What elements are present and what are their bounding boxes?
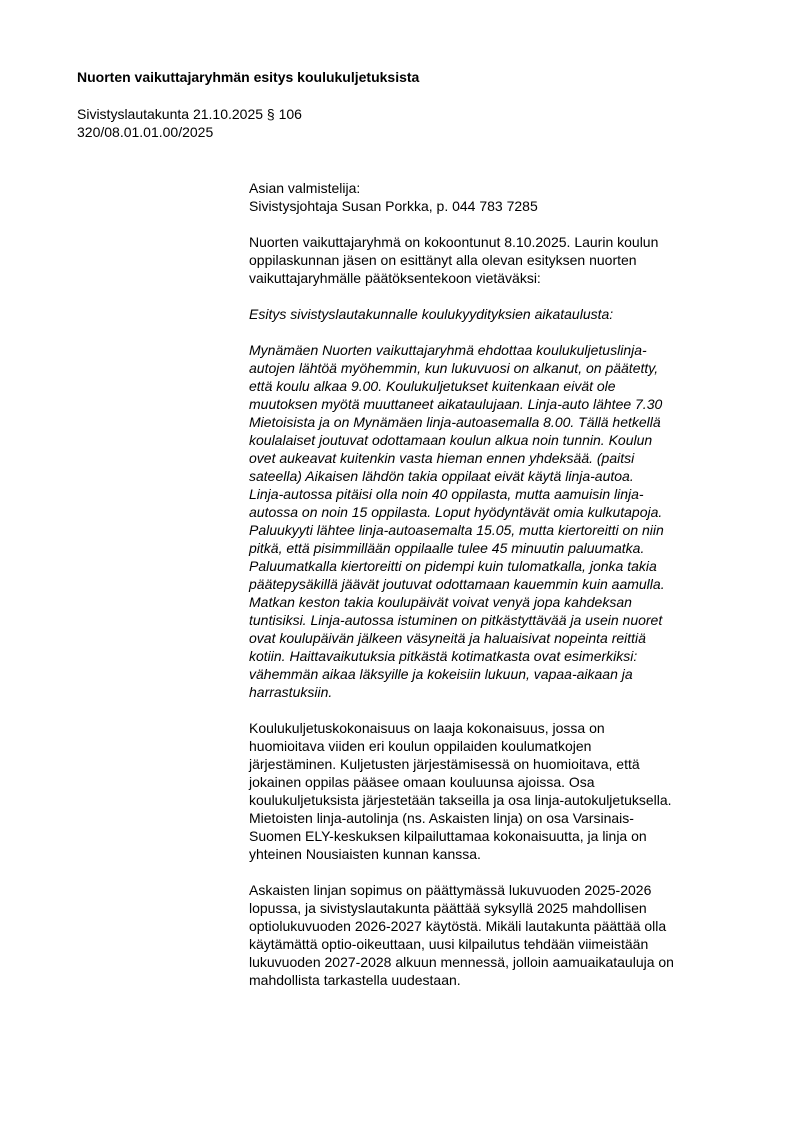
text-line: ovet aukeavat kuitenkin vasta hieman ennen yhdeksää. (paitsi	[249, 450, 635, 466]
text-line: Suomen ELY-keskuksen kilpailuttamaa kokonaisuutta, ja linja on	[249, 828, 647, 844]
text-line: Linja-autossa pitäisi olla noin 40 oppilasta, mutta aamuisin linja-	[249, 486, 644, 502]
text-line: Paluukyyti lähtee linja-autoasemalta 15.05, mutta kiertoreitti on niin	[249, 522, 664, 538]
text-line: Matkan keston takia koulupäivät voivat venyä jopa kahdeksan	[249, 594, 632, 610]
text-line: kotiin. Haittavaikutuksia pitkästä kotimatkasta ovat esimerkiksi:	[249, 648, 638, 664]
transport-paragraph	[249, 719, 739, 863]
text-line: koulalaiset joutuvat odottamaan koulun alkua noin tunnin. Koulun	[249, 432, 653, 448]
text-line: järjestäminen. Kuljetusten järjestämisessä on huomioitava, että	[249, 756, 640, 772]
text-line: Paluumatkalla kiertoreitti on pidempi kuin tulomatkalla, jonka takia	[249, 558, 657, 574]
text-line: lopussa, ja sivistyslautakunta päättää syksyllä 2025 mahdollisen	[249, 900, 647, 916]
text-line: yhteinen Nousiaisten kunnan kanssa.	[249, 846, 481, 862]
text-line: mahdollista tarkastella uudestaan.	[249, 972, 461, 988]
contract-paragraph	[249, 881, 739, 989]
text-line: päätepysäkillä jäävät joutuvat odottamaan kauemmin kuin aamulla.	[249, 576, 665, 592]
text-line: oppilaskunnan jäsen on esittänyt alla olevan esityksen nuorten	[249, 252, 637, 268]
text-line: autojen lähtöä myöhemmin, kun lukuvuosi on alkanut, on päätetty,	[249, 360, 659, 376]
text-line: Koulukuljetuskokonaisuus on laaja kokonaisuus, jossa on	[249, 720, 605, 736]
text-line: vaikuttajaryhmälle päätöksentekoon vietäväksi:	[249, 270, 541, 286]
text-line: ovat koulupäivän jälkeen väsyneitä ja haluaisivat nopeinta reittiä	[249, 630, 646, 646]
text-line: Askaisten linjan sopimus on päättymässä lukuvuoden 2025-2026	[249, 882, 652, 898]
text-line: lukuvuoden 2027-2028 alkuun mennessä, jolloin aamuaikatauluja on	[249, 954, 674, 970]
meeting-reference: Sivistyslautakunta 21.10.2025 § 106	[77, 106, 302, 122]
text-line: jokainen oppilas pääsee omaan kouluunsa ajoissa. Osa	[249, 774, 595, 790]
text-line: huomioitava viiden eri koulun oppilaiden koulumatkojen	[249, 738, 592, 754]
text-line: autossa on noin 15 oppilasta. Loput hyödyntävät omia kulkutapoja.	[249, 504, 663, 520]
text-line: muutoksen myötä muuttaneet aikataulujaan. Linja-auto lähtee 7.30	[249, 396, 663, 412]
preparer-block	[249, 179, 739, 215]
text-line: pitkä, että pisimmillään oppilaalle tulee 45 minuutin paluumatka.	[249, 540, 645, 556]
proposal-title	[249, 305, 739, 323]
text-line: Mietoisten linja-autolinja (ns. Askaisten linja) on osa Varsinais-	[249, 810, 634, 826]
document-title: Nuorten vaikuttajaryhmän esitys koulukuljetuksista	[77, 69, 420, 85]
text-line: optiolukuvuoden 2026-2027 käytöstä. Mikäli lautakunta päättää olla	[249, 918, 667, 934]
proposal-paragraph	[249, 341, 739, 701]
text-line: Nuorten vaikuttajaryhmä on kokoontunut 8.10.2025. Laurin koulun	[249, 234, 659, 250]
text-line: Mietoisista ja on Mynämäen linja-autoasemalla 8.00. Tällä hetkellä	[249, 414, 661, 430]
document-meta	[77, 105, 302, 141]
record-number: 320/08.01.01.00/2025	[77, 124, 214, 140]
text-line: tuntisiksi. Linja-autossa istuminen on pitkästyttävää ja usein nuoret	[249, 612, 663, 628]
preparer-label: Asian valmistelija:	[249, 180, 361, 196]
document-body	[249, 179, 739, 1007]
text-line: Mynämäen Nuorten vaikuttajaryhmä ehdottaa koulukuljetuslinja-	[249, 342, 647, 358]
text-line: että koulu alkaa 9.00. Koulukuljetukset kuitenkaan eivät ole	[249, 378, 616, 394]
text-line: vähemmän aikaa läksyille ja kokeisiin lukuun, vapaa-aikaan ja	[249, 666, 633, 682]
preparer-name: Sivistysjohtaja Susan Porkka, p. 044 783 7285	[249, 198, 538, 214]
text-line: harrastuksiin.	[249, 684, 333, 700]
intro-paragraph	[249, 233, 739, 287]
proposal-title-text: Esitys sivistyslautakunnalle koulukyydityksien aikataulusta:	[249, 306, 614, 322]
text-line: koulukuljetuksista järjestetään takseilla ja osa linja-autokuljetuksella.	[249, 792, 672, 808]
text-line: käytämättä optio-oikeuttaan, uusi kilpailutus tehdään viimeistään	[249, 936, 649, 952]
text-line: sateella) Aikaisen lähdön takia oppilaat eivät käytä linja-autoa.	[249, 468, 634, 484]
